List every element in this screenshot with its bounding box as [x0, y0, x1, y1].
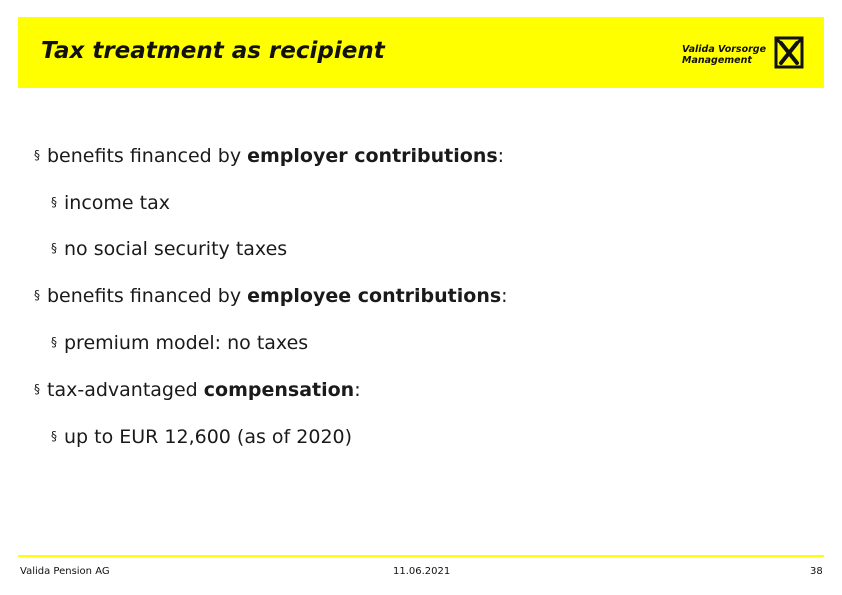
bullet-text: up to EUR 12,600 (as of 2020) — [64, 426, 353, 448]
bullet-text: benefits financed by — [47, 285, 248, 307]
bullet-text: no social security taxes — [64, 238, 288, 260]
bullet-employee-contributions — [34, 285, 508, 309]
bullet-marker: § — [34, 288, 40, 302]
footer-company: Valida Pension AG — [20, 566, 110, 577]
bullet-suffix: : — [501, 285, 508, 307]
bullet-marker: § — [34, 148, 40, 162]
header-bar — [18, 17, 824, 88]
raiffeisen-gable-icon — [771, 35, 807, 69]
bullet-employer-contributions — [34, 145, 504, 169]
bullet-marker: § — [51, 241, 57, 255]
bullet-marker: § — [51, 195, 57, 209]
bullet-premium-model — [51, 332, 308, 356]
bullet-income-tax — [51, 192, 170, 216]
footer-page-number: 38 — [810, 566, 823, 577]
slide-title: Tax treatment as recipient — [41, 38, 385, 64]
bullet-bold-text: employee contributions — [247, 285, 502, 307]
bullet-suffix: : — [354, 379, 361, 401]
bullet-marker: § — [34, 382, 40, 396]
bullet-suffix: : — [497, 145, 505, 167]
logo-text — [682, 44, 782, 66]
logo-line-1: Valida Vorsorge — [682, 44, 767, 55]
footer-date: 11.06.2021 — [393, 566, 451, 577]
logo-line-2: Management — [682, 55, 752, 66]
bullet-marker: § — [51, 429, 57, 443]
bullet-text: tax-advantaged — [47, 379, 204, 401]
bullet-marker: § — [51, 335, 57, 349]
bullet-text: benefits financed by — [47, 145, 248, 167]
bullet-up-to-eur — [51, 426, 352, 450]
bullet-no-social-security — [51, 238, 287, 262]
bullet-text: income tax — [64, 192, 170, 214]
bullet-bold-text: compensation — [203, 379, 355, 401]
bullet-text: premium model: no taxes — [64, 332, 309, 354]
bullet-tax-advantaged-compensation — [34, 379, 361, 403]
footer-divider — [18, 555, 824, 557]
company-logo — [682, 35, 812, 71]
bullet-bold-text: employer contributions — [247, 145, 498, 167]
